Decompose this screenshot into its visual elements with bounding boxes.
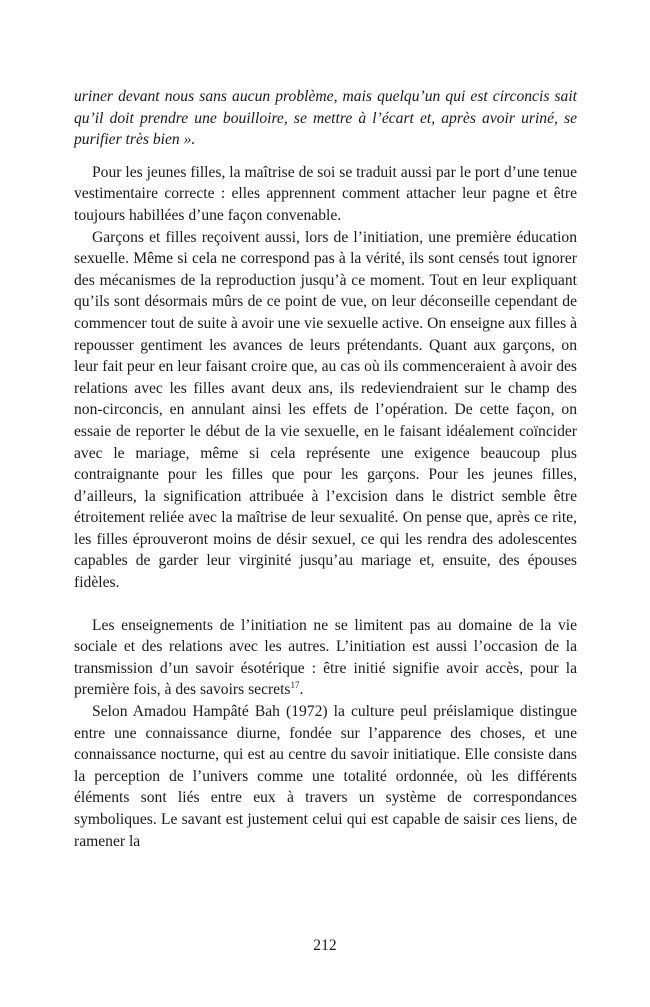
body-paragraph-3-text: Les enseignements de l’initiation ne se limitent pas au domaine de la vie sociale et des relations avec les autres. L’initiation est aussi l’occasion de la transmission d’un savoir ésotérique : être initié signifie avoir accès, pour la première fois, à des savoirs secrets	[74, 616, 577, 699]
body-paragraph-1: Pour les jeunes filles, la maîtrise de soi se traduit aussi par le port d’une tenue vestimentaire correcte : elles apprennent comment attacher leur pagne et être toujours habillées d’une façon convenable.	[74, 163, 578, 224]
footnote-reference[interactable]: 17	[290, 680, 300, 691]
quote-paragraph: uriner devant nous sans aucun problème, mais quelqu’un qui est circoncis sait qu’il doit prendre une bouilloire, se mettre à l’écart et, après avoir uriné, se purifier très bien ».	[74, 88, 577, 149]
body-paragraph-4: Selon Amadou Hampâté Bah (1972) la culture peul préislamique distingue entre une connaissance diurne, fondée sur l’apparence des choses, et une connaissance nocturne, qui est au centre du savoir initiatique. Elle consiste dans la perception de l’univers comme une totalité ordonnée, où les différents éléments sont liés entre eux à travers un système de correspondances symboliques. Le savant est justement celui qui est capable de saisir ces liens, de ramener la	[74, 703, 577, 850]
body-paragraph-2: Garçons et filles reçoivent aussi, lors de l’initiation, une première éducation sexuelle. Même si cela ne correspond pas à la vérité, ils sont censés tout ignorer des mécanismes de la reproduction jusqu’à ce moment. Tout en leur expliquant qu’ils sont désormais mûrs de ce point de vue, on leur déconseille cependant de commencer tout de suite à avoir une vie sexuelle active. On enseigne aux filles à repousser gentiment les avances de leurs prétendants. Quant aux garçons, on leur fait peur en leur faisant croire que, au cas où ils commenceraient à avoir des relations avec les filles avant deux ans, ils redeviendraient sur le champ des non-circoncis, en annulant ainsi les effets de l’opération. De cette façon, on essaie de reporter le début de la vie sexuelle, en le faisant idéalement coïncider avec le mariage, même si cela représente une exigence beaucoup plus contraignante pour les filles que pour les garçons. Pour les jeunes filles, d’ailleurs, la signification attribuée à l’excision dans le district semble être étroitement reliée avec la maîtrise de leur sexualité. On pense que, après ce rite, les filles éprouveront moins de désir sexuel, ce qui les rendra des adolescentes capables de garder leur virginité jusqu’au mariage et, ensuite, des épouses fidèles.	[74, 228, 577, 592]
page-number: 212	[313, 937, 337, 954]
page-body	[74, 86, 577, 852]
body-paragraph-3	[74, 615, 577, 701]
body-paragraph-3-end: .	[299, 681, 304, 699]
